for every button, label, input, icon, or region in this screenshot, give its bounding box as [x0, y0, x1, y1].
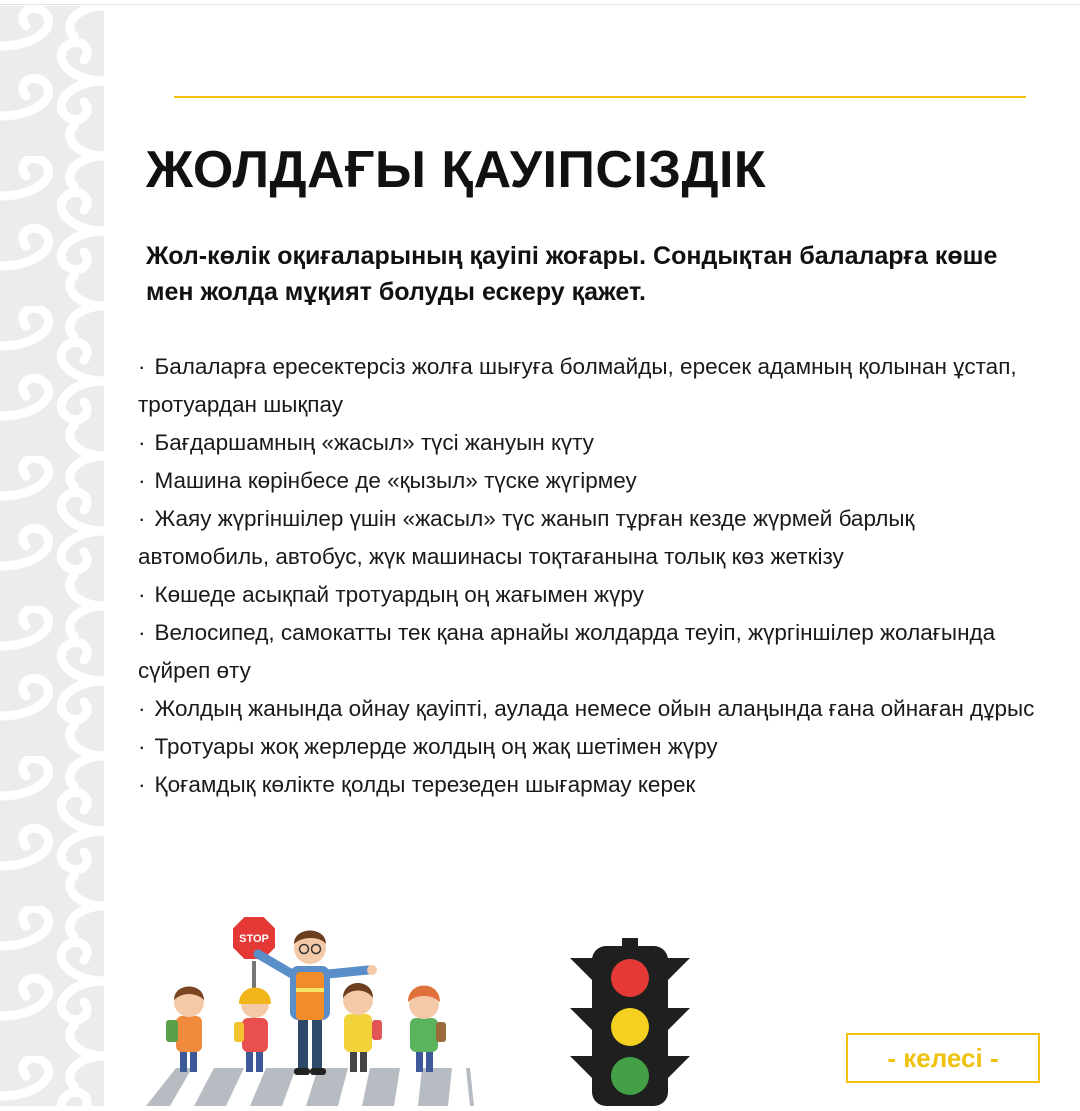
rule-item [138, 766, 1038, 804]
stop-sign-label: STOP [239, 933, 269, 945]
bullet-marker: · [138, 468, 146, 493]
rule-text: Қоғамдық көлікте қолды терезеден шығармау керек [154, 772, 696, 797]
rule-text: Балаларға ересектерсіз жолға шығуға болмайды, ересек адамның қолынан ұстап, тротуардан шықпау [138, 354, 1017, 417]
rule-item [138, 462, 1038, 500]
bullet-marker: · [138, 734, 146, 759]
rule-item [138, 500, 1038, 576]
safety-rules-list [138, 348, 1038, 804]
bullet-marker: · [138, 772, 146, 797]
accent-divider [174, 96, 1026, 98]
traffic-light-icon [568, 938, 692, 1106]
crossing-guard-children-icon [140, 908, 480, 1106]
bullet-marker: · [138, 582, 146, 607]
rule-text: Машина көрінбесе де «қызыл» түске жүгірмеу [154, 468, 637, 493]
rule-item [138, 614, 1038, 690]
rule-item [138, 728, 1038, 766]
rule-text: Тротуары жоқ жерлерде жолдың оң жақ шетімен жүру [154, 734, 718, 759]
rule-text: Жолдың жанында ойнау қауіпті, аулада немесе ойын алаңында ғана ойнаған дұрыс [154, 696, 1035, 721]
page-title: ЖОЛДАҒЫ ҚАУІПСІЗДІК [146, 141, 767, 199]
rule-item [138, 348, 1038, 424]
rule-item [138, 576, 1038, 614]
rule-text: Бағдаршамның «жасыл» түсі жануын күту [154, 430, 594, 455]
lead-paragraph: Жол-көлік оқиғаларының қауіпі жоғары. Сондықтан балаларға көше мен жолда мұқият болуды ескеру қажет. [146, 242, 998, 306]
ornament-strip [0, 6, 104, 1106]
rule-text: Көшеде асықпай тротуардың оң жағымен жүру [154, 582, 644, 607]
bullet-marker: · [138, 696, 146, 721]
bullet-marker: · [138, 354, 146, 379]
bullet-marker: · [138, 430, 146, 455]
kazakh-ornament-icon [0, 6, 104, 1106]
bullet-marker: · [138, 506, 146, 531]
next-button[interactable]: - келесі - [846, 1033, 1040, 1083]
top-border [0, 4, 1080, 5]
bullet-marker: · [138, 620, 146, 645]
rule-text: Велосипед, самокатты тек қана арнайы жолдарда теуіп, жүргіншілер жолағында сүйреп өту [138, 620, 996, 683]
rule-item [138, 424, 1038, 462]
rule-item [138, 690, 1038, 728]
rule-text: Жаяу жүргіншілер үшін «жасыл» түс жанып тұрған кезде жүрмей барлық автомобиль, автобус, жүк машинасы тоқтағанына толық көз жеткізу [138, 506, 915, 569]
